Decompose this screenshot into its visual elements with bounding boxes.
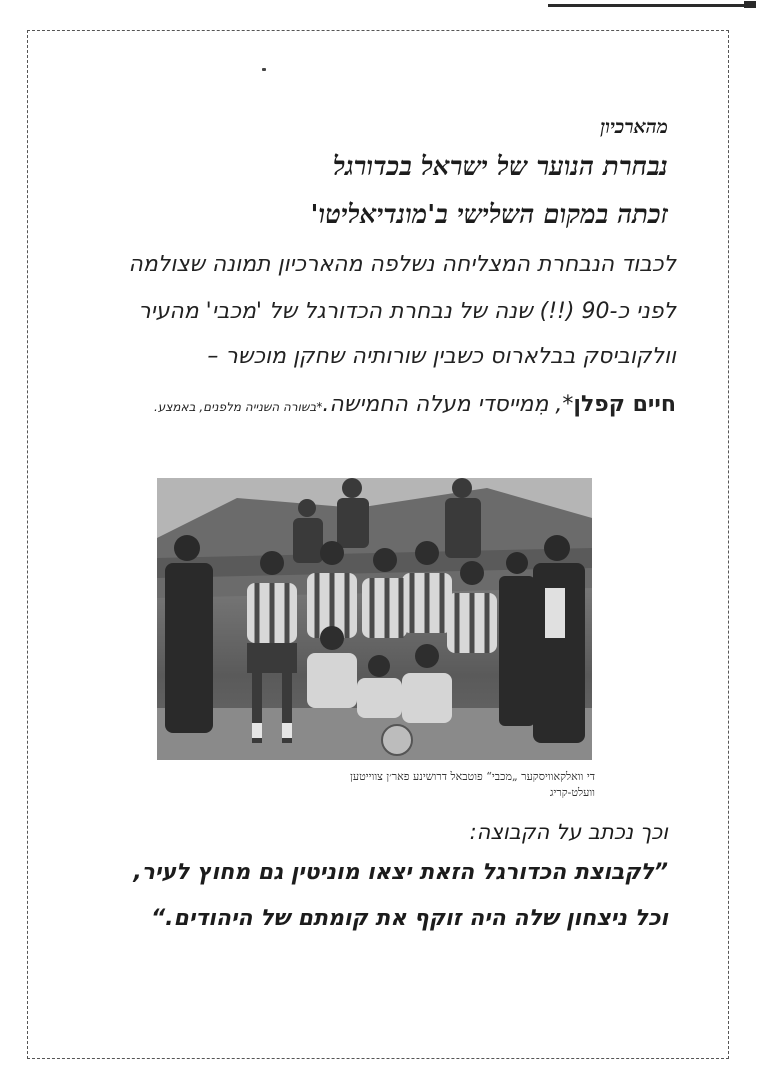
headline-line-2: זכתה במקום השלישי ב'מונדיאליטו' [310, 200, 668, 230]
photo-caption-line-2: וועלט-קריג [549, 786, 595, 799]
scan-speck [262, 68, 266, 71]
team-photo-illustration [157, 478, 592, 760]
position-footnote: *בשורה השנייה מלפנים, באמצע. [153, 400, 323, 414]
scan-top-corner-mark [744, 1, 756, 8]
body-text-line-1: לכבוד הנבחרת המצליחה נשלפה מהארכיון תמונה שצולמה [128, 252, 676, 277]
scan-top-edge-mark [548, 4, 753, 7]
quote-line-2: וכל ניצחון שלה היה זוקף את קומתם של היהודים.“ [151, 906, 668, 931]
headline-line-1: נבחרת הנוער של ישראל בכדורגל [332, 152, 668, 182]
body-text-line-3: וולקוביסק בבלארוס כשבין שורותיה שחקן מוכשר – [207, 344, 676, 369]
team-photo [157, 478, 592, 760]
body-text-line-4-rest: *, מִמייסדי מעלה החמישה. [322, 392, 574, 417]
archive-label: מהארכיון [600, 116, 668, 138]
quote-intro: וכך נכתב על הקבוצה: [469, 820, 668, 844]
photo-caption-line-1: די וואלקאוויסקער „מכבי“ פוטבאל דרושינע פאר׳ן צווייטען [350, 770, 595, 783]
body-text-line-4 [154, 392, 676, 417]
quote-line-1: ”לקבוצת הכדורגל הזאת יצאו מוניטין גם מחוץ לעיר, [133, 860, 668, 885]
player-name: חיים קפלן [573, 392, 676, 417]
body-text-line-2: לפני כ-90 (!!) שנה של נבחרת הכדורגל של 'מכבי' מהעיר [138, 299, 676, 324]
